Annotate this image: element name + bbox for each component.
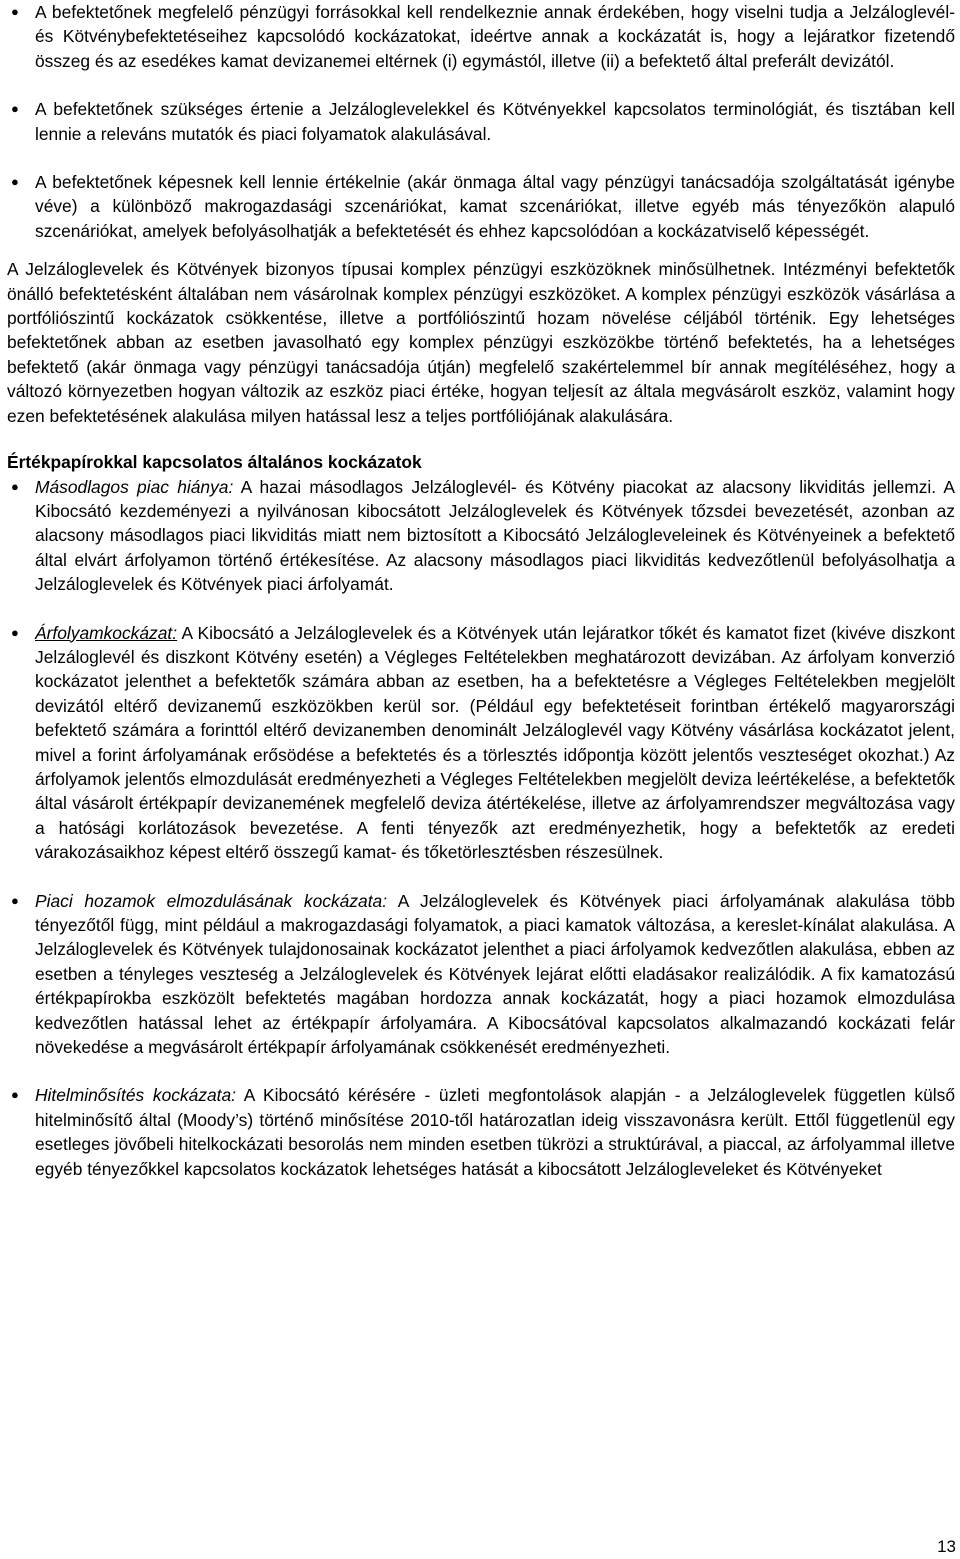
bullet-icon: ●	[11, 174, 19, 190]
risk-text: A Jelzáloglevelek és Kötvények piaci árfolyamának alakulása több tényezőtől függ, mint például a makrogazdasági folyamatok, a piaci kamatok változása, a kereslet-kínálat alakulása. A Jelzáloglevelek és Kötvények tulajdonosainak kockázatot jelenthet a piaci árfolyamok kedvezőtlen alakulása, ebben az esetben a tényleges veszteség a Jelzáloglevelek és Kötvények lejárat előtti eladásakor realizálódik. A fix kamatozású értékpapírokba eszközölt befektetés magában hordozza annak kockázatát, hogy a piaci hozamok elmozdulása kedvezőtlen hatással lehet az értékpapír árfolyamára. A Kibocsátóval kapcsolatos alkalmazandó kockázati felár növekedése a megvásárolt értékpapír árfolyamának csökkenését eredményezheti.	[35, 890, 955, 1058]
body-paragraph: A Jelzáloglevelek és Kötvények bizonyos típusai komplex pénzügyi eszközöknek minősülhetnek. Intézményi befektetők önálló befektetésként általában nem vásárolnak komplex pénzügyi eszközöket. A komplex pénzügyi eszközök vásárlása a portfóliószintű kockázatok csökkentése, illetve a portfóliószintű hozam növelése céljából történik. Egy lehetséges befektetőnek abban az esetben javasolható egy komplex pénzügyi eszközökbe történő befektetés, ha a lehetséges befektető (akár önmaga vagy pénzügyi tanácsadója útján) megfelelő szakértelemmel bír annak megítéléséhez, hogy a változó környezetben hogyan változik az eszköz piaci értéke, hogyan teljesít az általa megvásárolt eszköz, valamint hogy ezen befektetésének alakulása milyen hatással lesz a teljes portfóliójának alakulására.	[7, 259, 955, 426]
risk-term: Piaci hozamok elmozdulásának kockázata:	[35, 890, 388, 911]
risk-item	[7, 889, 955, 1060]
risk-term: Másodlagos piac hiánya:	[35, 476, 234, 497]
bullet-icon: ●	[11, 892, 19, 908]
page-number: 13	[937, 1537, 956, 1556]
bullet-text: A befektetőnek szükséges értenie a Jelzáloglevelekkel és Kötvényekkel kapcsolatos terminológiát, és tisztában kell lennie a releváns mutatók és piaci folyamatok alakulásával.	[35, 99, 955, 144]
list-item	[7, 97, 955, 146]
bullet-icon: ●	[11, 478, 19, 494]
intro-bullet-list	[7, 0, 955, 243]
document-page	[7, 0, 955, 1181]
bullet-text: A befektetőnek megfelelő pénzügyi forrásokkal kell rendelkeznie annak érdekében, hogy viselni tudja a Jelzáloglevél- és Kötvénybefektetéseihez kapcsolódó kockázatokat, ideértve annak a kockázatát is, hogy a lejáratkor fizetendő összeg és az esedékes kamat devizanemei eltérnek (i) egymástól, illetve (ii) a befektető által preferált devizától.	[35, 2, 955, 71]
risk-term: Hitelminősítés kockázata:	[35, 1085, 237, 1106]
risk-text: A Kibocsátó a Jelzáloglevelek és a Kötvények után lejáratkor tőkét és kamatot fizet (kivéve diszkont Jelzáloglevél és diszkont Kötvény esetén) a Végleges Feltételekben meghatározott devizában. Az árfolyam konverzió kockázatot jelenthet a befektetők számára abban az esetben, ha a befektetésre a Végleges Feltételekben megjelölt devizától eltérő devizanemű eszközökben kerül sor. (Például egy befektetéseit forintban értékelő magyarországi befektető számára a forinttól eltérő devizanemben denominált Jelzáloglevél vagy Kötvény vásárlása kockázatot jelent, mivel a forint árfolyamának erősödése a befektetés és a törlesztés időpontja között jelentős veszteséget okozhat.) Az árfolyamok jelentős elmozdulását eredményezheti a Végleges Feltételekben megjelölt deviza leértékelése, a befektetők által vásárolt értékpapír devizanemének megfelelő deviza átértékelése, illetve az árfolyamrendszer megváltozása vagy a hatósági korlátozások bevezetése. A fenti tényezők azt eredményezhetik, hogy a befektetők az eredeti várakozásaikhoz képest eltérő összegű kamat- és tőketörlesztésben részesülnek.	[35, 622, 955, 863]
risk-term: Árfolyamkockázat:	[35, 622, 178, 643]
list-item	[7, 170, 955, 243]
bullet-icon: ●	[11, 4, 19, 19]
risk-text: A Kibocsátó kérésére - üzleti megfontolások alapján - a Jelzáloglevelek független külső hitelminősítő által (Moody’s) történő minősítése 2010-től határozatlan ideig visszavonásra került. Ettől függetlenül egy esetleges jövőbeli hitelkockázati besorolás nem minden esetben tükrözi a struktúrával, a piaccal, az árfolyammal illetve egyéb tényezőkkel kapcsolatos kockázatok lehetséges hatását a kibocsátott Jelzálogleveleket és Kötvényeket	[35, 1085, 955, 1179]
bullet-icon: ●	[11, 1087, 19, 1103]
section-heading: Értékpapírokkal kapcsolatos általános kockázatok	[7, 452, 422, 473]
bullet-icon: ●	[11, 624, 19, 640]
risk-text: A hazai másodlagos Jelzáloglevél- és Kötvény piacokat az alacsony likviditás jellemzi. A Kibocsátó kezdeményezi a nyilvánosan kibocsátott Jelzáloglevelek és Kötvények tőzsdei bevezetését, azonban az alacsony másodlagos piaci likviditás miatt nem biztosított a Kibocsátó Jelzálogleveleinek és Kötvényeinek a befektető által elvárt árfolyamon történő értékesítése. Az alacsony másodlagos piaci likviditás kedvezőtlenül befolyásolhatja a Jelzáloglevelek és Kötvények piaci árfolyamát.	[35, 476, 955, 595]
risk-item	[7, 621, 955, 865]
bullet-text: A befektetőnek képesnek kell lennie értékelnie (akár önmaga által vagy pénzügyi tanácsadója szolgáltatását igénybe véve) a különböző makrogazdasági szcenáriókat, kamat szcenáriókat, illetve egyéb más tényezőkön alapuló szcenáriókat, amelyek befolyásolhatják a befektetését és ehhez kapcsolódóan a kockázatviselő képességét.	[35, 172, 955, 241]
risk-item	[7, 1083, 955, 1181]
bullet-icon: ●	[11, 101, 19, 117]
risk-list	[7, 475, 955, 1182]
risk-item	[7, 475, 955, 597]
list-item	[7, 0, 955, 73]
